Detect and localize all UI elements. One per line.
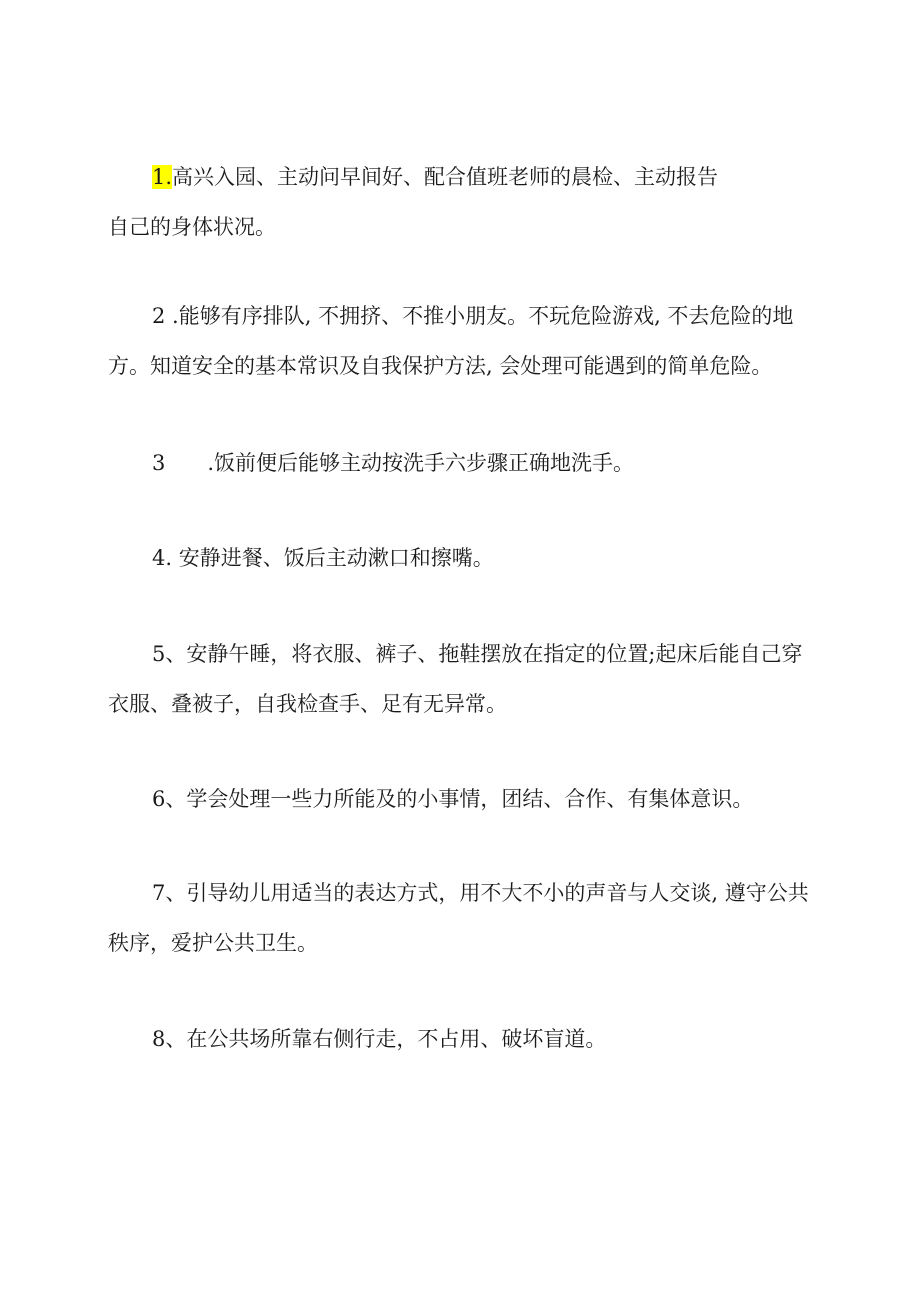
list-item-1-line-2: 自己的身体状况。 [108,215,276,239]
list-item-4 [108,533,828,583]
list-item-7-line-2: 秩序，爱护公共卫生。 [108,931,318,955]
list-item-5 [108,629,828,729]
list-item-2-line-2: 方。知道安全的基本常识及自我保护方法, 会处理可能遇到的简单危险。 [108,354,773,378]
list-item-3 [108,438,828,488]
list-item-1-line-1: 1.高兴入园、主动问早间好、配合值班老师的晨检、主动报告 [152,165,719,189]
list-item-2-line-1: 2 .能够有序排队, 不拥挤、不推小朋友。不玩危险游戏, 不去危险的地 [152,304,794,328]
list-item-8 [108,1014,828,1064]
list-item-2 [108,291,828,391]
list-item-1 [108,152,828,252]
list-item-5-line-1: 5、安静午睡，将衣服、裤子、拖鞋摆放在指定的位置;起床后能自己穿 [152,642,803,666]
list-item-5-line-2: 衣服、叠被子，自我检查手、足有无异常。 [108,692,507,716]
list-item-7-line-1: 7、引导幼儿用适当的表达方式，用不大不小的声音与人交谈, 遵守公共 [152,881,809,905]
list-item-6 [108,774,828,824]
list-item-4-line-1: 4. 安静进餐、饭后主动漱口和擦嘴。 [152,546,494,570]
list-item-8-line-1: 8、在公共场所靠右侧行走，不占用、破坏盲道。 [152,1027,607,1051]
highlighted-number: 1. [152,165,173,189]
list-item-3-line-1: 3 .饭前便后能够主动按洗手六步骤正确地洗手。 [152,451,635,475]
list-item-7 [108,868,828,968]
list-item-6-line-1: 6、学会处理一些力所能及的小事情，团结、合作、有集体意识。 [152,787,754,811]
